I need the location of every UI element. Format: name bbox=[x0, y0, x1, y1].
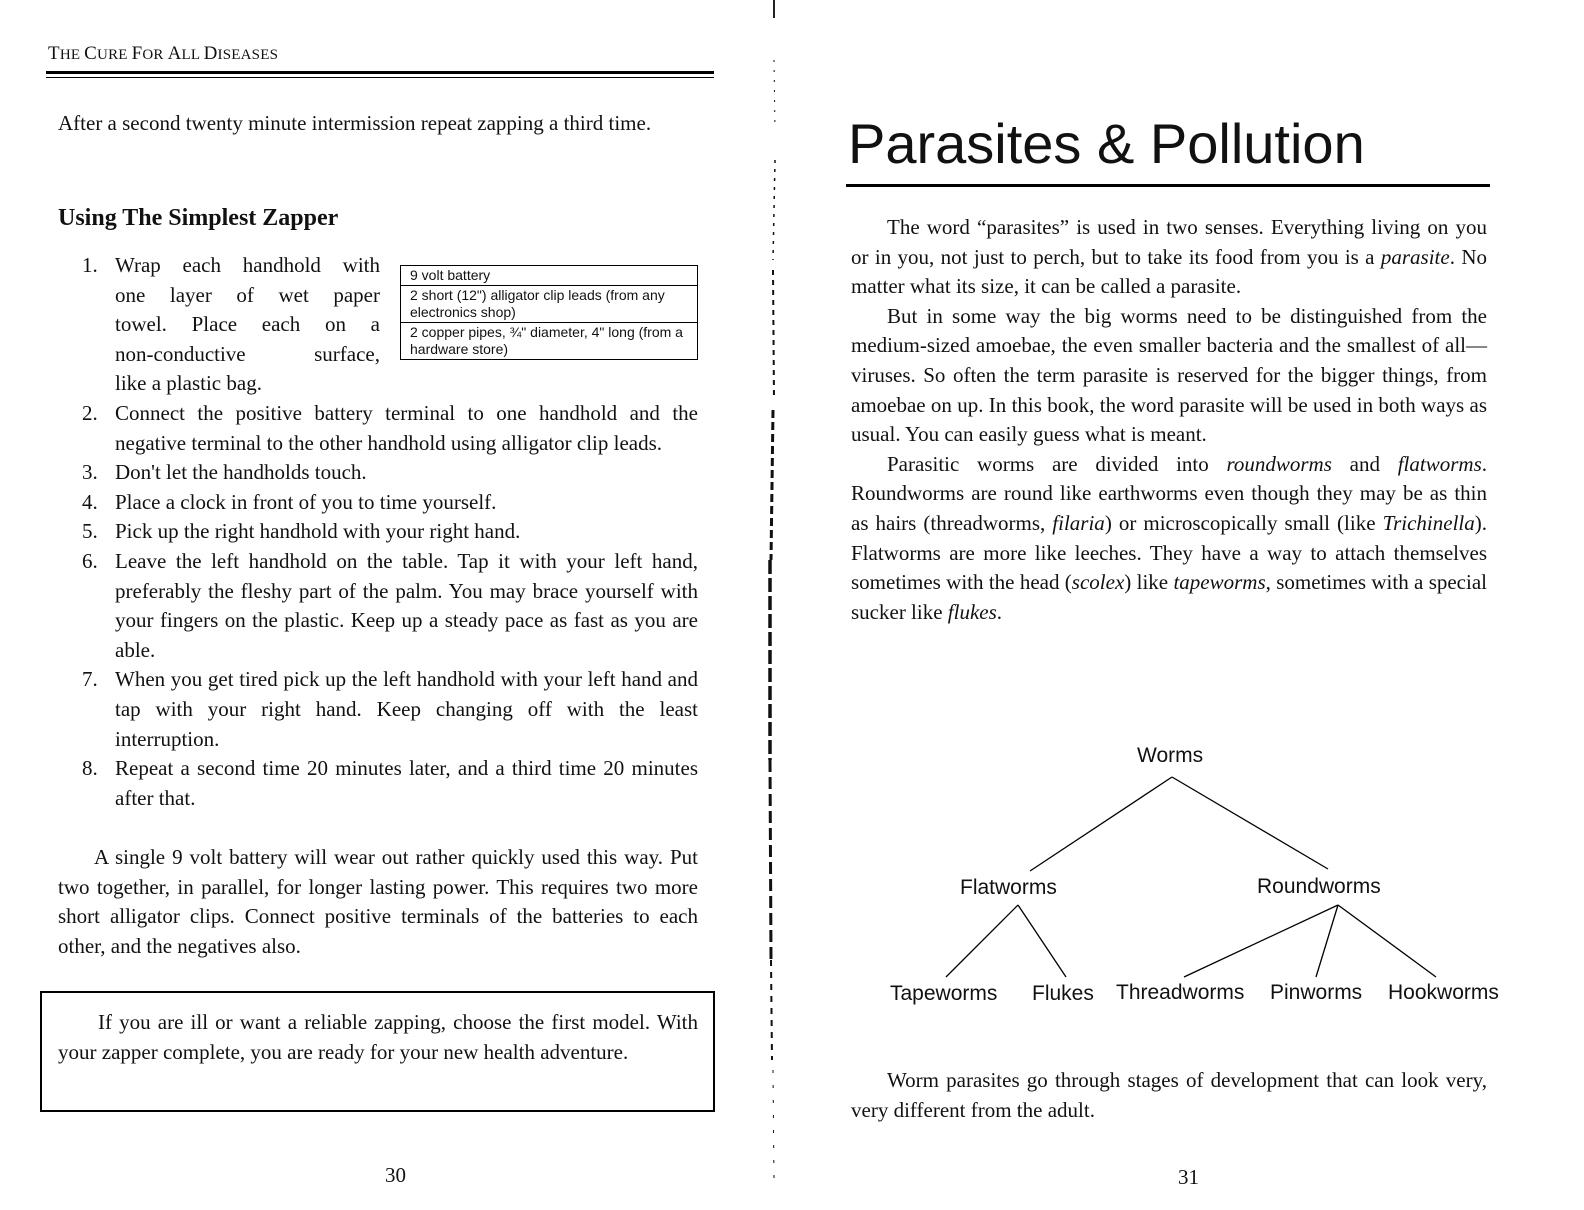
section-heading: Using The Simplest Zapper bbox=[58, 205, 339, 231]
list-item bbox=[82, 488, 698, 518]
step-text: Pick up the right handhold with your right hand. bbox=[115, 519, 521, 544]
step-number: 5. bbox=[82, 519, 98, 544]
step1-line: one layer of wet paper bbox=[115, 282, 380, 307]
steps-list bbox=[82, 251, 698, 813]
step-number: 7. bbox=[82, 667, 98, 692]
step-text: Place a clock in front of you to time yourself. bbox=[115, 489, 497, 514]
step1-line: towel. Place each on a bbox=[115, 312, 380, 337]
list-item bbox=[82, 251, 698, 399]
list-item bbox=[82, 547, 698, 665]
edge-worms-flatworms bbox=[1030, 777, 1172, 871]
header-rule bbox=[46, 71, 714, 74]
step-text: Leave the left handhold on the table. Tap it with your left hand, preferably the fleshy part of the palm. You may brace yourself with your fingers on the plastic. Keep up a steady pace as fast as you are able. bbox=[115, 548, 698, 662]
para1-text: The word “parasites” is used in two senses. Everything living on you or in you, not just to perch, but to take its food from you is a parasite. No matter what its size, it can be called a parasite. bbox=[851, 215, 1487, 299]
intro-paragraph: After a second twenty minute intermission repeat zapping a third time. bbox=[58, 111, 652, 135]
node-tapeworms: Tapeworms bbox=[890, 982, 998, 1005]
step-number: 3. bbox=[82, 460, 98, 485]
node-flatworms: Flatworms bbox=[960, 876, 1057, 899]
step-number: 4. bbox=[82, 489, 98, 514]
gutter-binding bbox=[740, 0, 800, 1210]
parts-row: 9 volt battery bbox=[401, 266, 697, 286]
title-rule bbox=[846, 184, 1490, 187]
list-item bbox=[82, 754, 698, 813]
term-filaria: filaria bbox=[1052, 510, 1105, 535]
edge-roundworms-hookworms bbox=[1338, 905, 1436, 977]
step-text: Connect the positive battery terminal to one handhold and the negative terminal to the other handhold using alligator clip leads. bbox=[115, 400, 698, 455]
step-text: Don't let the handholds touch. bbox=[115, 460, 367, 485]
step-number: 6. bbox=[82, 548, 98, 573]
callout-text: If you are ill or want a reliable zapping, choose the first model. With your zapper complete, you are ready for your new health adventure. bbox=[58, 1010, 698, 1064]
step-text: Repeat a second time 20 minutes later, and a third time 20 minutes after that. bbox=[115, 756, 698, 810]
battery-paragraph: A single 9 volt battery will wear out rather quickly used this way. Put two together, in parallel, for longer lasting power. This requires two more short alligator clips. Connect positive terminals of the batteries to each other, and the negatives also. bbox=[58, 845, 698, 958]
body-text bbox=[851, 213, 1487, 627]
closing-paragraph bbox=[851, 1066, 1487, 1125]
list-item bbox=[82, 399, 698, 458]
node-pinworms: Pinworms bbox=[1270, 981, 1363, 1004]
header-rule-thin bbox=[46, 77, 714, 78]
page-number-left: 30 bbox=[385, 1163, 406, 1187]
step-text: When you get tired pick up the left handhold with your left hand and tap with your right hand. Keep changing off with the least interruption. bbox=[115, 667, 698, 751]
step1-line: non-conductive surface, bbox=[115, 341, 380, 366]
parts-row: 2 short (12") alligator clip leads (from any electronics shop) bbox=[401, 286, 697, 323]
step-number: 2. bbox=[82, 400, 98, 425]
node-roundworms: Roundworms bbox=[1257, 875, 1381, 898]
term-trichinella: Trichinella bbox=[1382, 510, 1475, 535]
list-item bbox=[82, 517, 698, 547]
page-number-right: 31 bbox=[1178, 1165, 1199, 1189]
list-item bbox=[82, 665, 698, 754]
parts-row: 2 copper pipes, ¾" diameter, 4" long (from a hardware store) bbox=[410, 324, 683, 357]
step-number: 8. bbox=[82, 756, 98, 781]
edge-flatworms-flukes bbox=[1018, 905, 1066, 977]
list-item bbox=[82, 458, 698, 488]
worm-classification-tree bbox=[880, 735, 1540, 1025]
edge-roundworms-pinworms bbox=[1316, 905, 1338, 977]
paragraph: Parasitic worms are divided into roundworms and flatworms. Roundworms are round like earthworms even though they may be as thin as hairs (threadworms, filaria) or microscopically small (like Trichinella). Flatworms are more like leeches. They have a way to attach themselves sometimes with the head (scolex) like tapeworms, sometimes with a special sucker like flukes. bbox=[851, 451, 1487, 624]
paragraph bbox=[851, 213, 1487, 302]
node-worms: Worms bbox=[1137, 744, 1204, 767]
step1-line: like a plastic bag. bbox=[115, 371, 262, 396]
node-hookworms: Hookworms bbox=[1388, 981, 1499, 1004]
chapter-title: Parasites & Pollution bbox=[848, 112, 1365, 175]
node-flukes: Flukes bbox=[1032, 982, 1094, 1005]
step1-line: Wrap each handhold with bbox=[115, 253, 380, 277]
node-threadworms: Threadworms bbox=[1116, 981, 1245, 1004]
paragraph: Worm parasites go through stages of development that can look very, very different from the adult. bbox=[851, 1068, 1487, 1122]
callout-box bbox=[40, 991, 715, 1112]
term-parasite: parasite bbox=[1380, 244, 1450, 269]
term-scolex: scolex bbox=[1071, 570, 1125, 595]
edge-worms-roundworms bbox=[1172, 777, 1328, 869]
running-head: THE CURE FOR ALL DISEASES bbox=[48, 43, 279, 64]
paragraph: But in some way the big worms need to be distinguished from the medium-sized amoebae, the even smaller bacteria and the smallest of all—viruses. So often the term parasite is reserved for the bigger things, from amoebae on up. In this book, the word parasite will be used in both ways as usual. You can easily guess what is meant. bbox=[851, 303, 1487, 447]
term-tapeworms: tapeworms bbox=[1173, 570, 1266, 595]
step-number: 1. bbox=[82, 253, 98, 277]
term-flatworms: flatworms bbox=[1397, 451, 1482, 476]
edge-flatworms-tapeworms bbox=[946, 905, 1018, 977]
term-roundworms: roundworms bbox=[1226, 451, 1332, 476]
term-flukes: flukes bbox=[947, 599, 997, 624]
edge-roundworms-threadworms bbox=[1184, 905, 1338, 977]
